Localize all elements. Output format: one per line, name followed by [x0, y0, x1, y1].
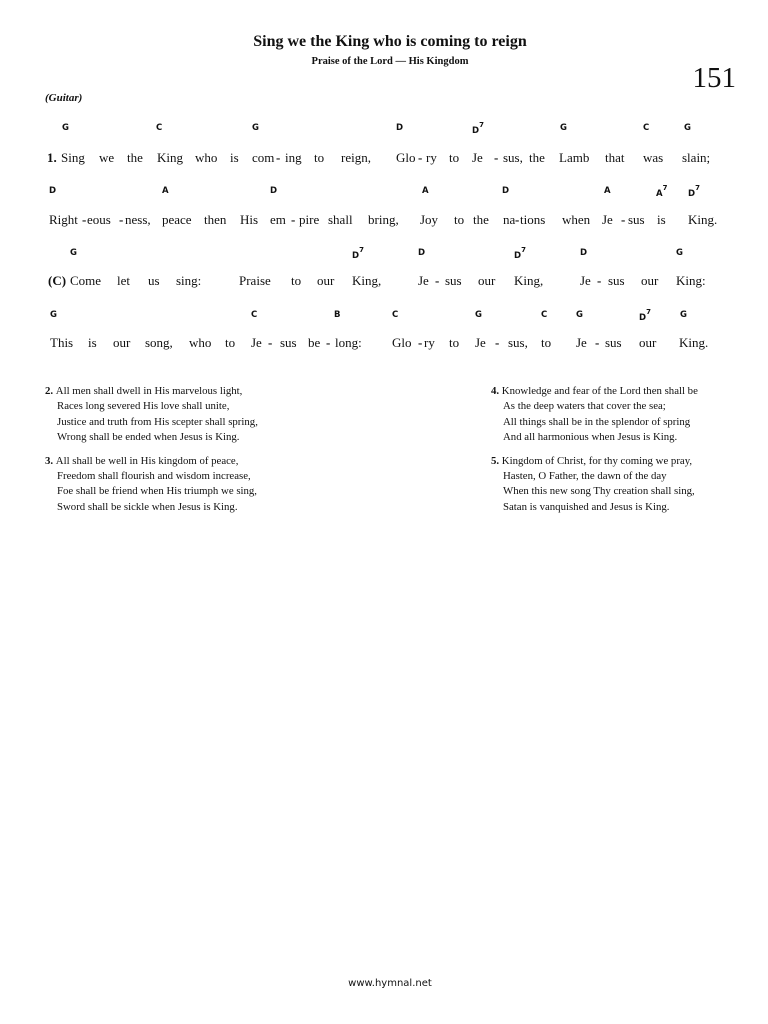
verse-line	[45, 469, 258, 484]
chord-symbol	[639, 310, 651, 323]
syllable-hyphen: -	[326, 335, 331, 350]
chord-symbol	[251, 310, 257, 320]
chord-symbol	[49, 186, 56, 196]
chord-extension: 7	[479, 121, 484, 129]
lyric-syllable: us	[148, 273, 160, 288]
lyric-syllable: Glo	[392, 335, 412, 350]
verse-text: All shall be well in His kingdom of peace,	[55, 454, 239, 467]
lyric-syllable: that	[605, 150, 625, 165]
chord-symbol	[502, 186, 509, 196]
verse-line	[45, 430, 258, 445]
verse-line	[491, 500, 698, 515]
syllable-hyphen: -	[268, 335, 273, 350]
chord-root: G	[475, 310, 482, 320]
verse-number: 5.	[491, 454, 502, 467]
chord-root: C	[156, 123, 163, 133]
chord-root: D	[418, 248, 426, 258]
lyric-syllable: King.	[679, 335, 709, 350]
lyric-syllable: is	[657, 212, 666, 227]
chord-symbol	[422, 186, 429, 196]
verse-text: As the deep waters that cover the sea;	[503, 400, 666, 413]
lyric-syllable: com	[252, 150, 275, 165]
hymn-number: 151	[692, 62, 736, 94]
chord-symbol	[162, 186, 169, 196]
lyric-syllable: long:	[335, 335, 362, 350]
lyric-syllable: peace	[162, 212, 192, 227]
verse-line	[45, 415, 258, 430]
chord-symbol	[643, 123, 649, 133]
lyric-syllable: ing	[285, 150, 302, 165]
stanza-label: 1.	[47, 150, 57, 165]
lyric-syllable: Je	[418, 273, 429, 288]
chord-root: D	[270, 186, 278, 196]
syllable-hyphen: -	[597, 273, 602, 288]
lyric-syllable: His	[240, 212, 259, 227]
chord-extension: 7	[359, 246, 364, 254]
verse-text: Foe shall be friend when His triumph we sing,	[57, 485, 258, 498]
chord-root: G	[560, 123, 567, 133]
verse-line	[491, 399, 698, 414]
verse-number: 2.	[45, 385, 56, 397]
lyric-syllable: pire	[299, 212, 320, 227]
verse-stanza	[491, 384, 698, 446]
chord-root: C	[251, 310, 258, 320]
lyric-syllable: King.	[688, 212, 718, 227]
verse-text: And all harmonious when Jesus is King.	[503, 431, 678, 444]
syllable-hyphen: -	[435, 273, 440, 288]
lyric-syllable: Je	[472, 150, 483, 165]
lyric-syllable: when	[562, 212, 591, 227]
verse-line	[45, 399, 258, 414]
lyric-syllable: eous	[87, 212, 111, 227]
lyric-syllable: sus	[445, 273, 462, 288]
chord-symbol	[656, 186, 667, 199]
chord-symbol	[684, 123, 691, 133]
lyric-syllable: song,	[145, 335, 173, 350]
chord-symbol	[576, 310, 583, 320]
stanza-label: (C)	[48, 273, 67, 288]
lyric-syllable: Joy	[420, 212, 439, 227]
lyric-syllable: Je	[602, 212, 613, 227]
lyric-syllable: our	[317, 273, 335, 288]
chord-symbol	[676, 248, 683, 258]
chord-symbol	[514, 248, 526, 261]
verse-line	[45, 500, 258, 515]
chord-symbol	[62, 123, 69, 133]
lyric-syllable: Glo	[396, 150, 416, 165]
verse-line	[491, 469, 698, 484]
chord-root: G	[680, 310, 687, 320]
lyric-syllable: This	[50, 335, 74, 350]
syllable-hyphen: -	[418, 335, 423, 350]
chord-root: D	[502, 186, 510, 196]
song-title: Sing we the King who is coming to reign	[253, 33, 527, 50]
lyric-syllable: our	[641, 273, 659, 288]
lyric-syllable: Je	[251, 335, 262, 350]
chord-root: D	[352, 250, 360, 261]
lyric-syllable: sus	[280, 335, 297, 350]
chord-symbol	[156, 123, 162, 133]
lyric-syllable: Je	[576, 335, 587, 350]
lyric-syllable: to	[449, 150, 460, 165]
lyric-syllable: our	[113, 335, 131, 350]
chord-symbol	[580, 248, 587, 258]
chord-root: D	[580, 248, 588, 258]
verse-line	[491, 430, 698, 445]
lyric-syllable: who	[189, 335, 212, 350]
chord-symbol	[604, 186, 611, 196]
lyric-syllable: sing:	[176, 273, 202, 288]
chord-root: C	[643, 123, 650, 133]
lyric-syllable: our	[639, 335, 657, 350]
lyric-syllable: em	[270, 212, 286, 227]
syllable-hyphen: -	[515, 212, 520, 227]
verse-text: Races long severed His love shall unite,	[57, 400, 230, 413]
chord-symbol	[396, 123, 403, 133]
syllable-hyphen: -	[291, 212, 296, 227]
verse-text: All men shall dwell in His marvelous light,	[55, 385, 243, 397]
verse-line	[491, 415, 698, 430]
lyric-syllable: tions	[520, 212, 546, 227]
chord-root: C	[392, 310, 399, 320]
syllable-hyphen: -	[82, 212, 87, 227]
lyric-syllable: the	[473, 212, 489, 227]
chord-root: G	[676, 248, 683, 258]
verse-line	[491, 484, 698, 499]
chord-symbol	[472, 123, 484, 136]
verse-stanza	[491, 454, 698, 516]
verse-number: 3.	[45, 454, 56, 467]
chord-root: G	[70, 248, 77, 258]
syllable-hyphen: -	[494, 150, 499, 165]
lyric-syllable: to	[291, 273, 302, 288]
syllable-hyphen: -	[119, 212, 124, 227]
lyric-syllable: to	[225, 335, 236, 350]
verse-line	[45, 454, 258, 469]
chord-root: D	[49, 186, 57, 196]
chord-root: D	[514, 250, 522, 261]
syllable-hyphen: -	[418, 150, 423, 165]
lyric-syllable: ry	[424, 335, 435, 350]
lyric-syllable: sus,	[503, 150, 523, 165]
site-footer[interactable]: www.hymnal.net	[348, 978, 432, 989]
verse-block-left	[45, 384, 258, 515]
chord-symbol	[688, 186, 700, 199]
lyric-syllable: bring,	[368, 212, 399, 227]
chord-root: G	[62, 123, 69, 133]
chord-extension: 7	[646, 308, 651, 316]
lyric-syllable: be	[308, 335, 321, 350]
lyric-syllable: Je	[580, 273, 591, 288]
lyric-syllable: Praise	[239, 273, 271, 288]
verse-text: Wrong shall be ended when Jesus is King.	[57, 431, 240, 444]
syllable-hyphen: -	[495, 335, 500, 350]
lyric-syllable: our	[478, 273, 496, 288]
chord-root: B	[334, 310, 341, 320]
chord-root: A	[422, 186, 429, 196]
verse-text: Satan is vanquished and Jesus is King.	[503, 500, 670, 513]
chord-root: D	[639, 312, 647, 323]
lyric-syllable: sus,	[508, 335, 528, 350]
lyric-syllable: to	[541, 335, 552, 350]
chord-root: A	[656, 188, 663, 199]
lyric-syllable: King,	[514, 273, 544, 288]
lyric-syllable: sus	[628, 212, 645, 227]
chord-root: D	[472, 125, 480, 136]
lyric-syllable: ness,	[125, 212, 151, 227]
chord-symbol	[252, 123, 259, 133]
chord-symbol	[270, 186, 277, 196]
verse-stanza	[45, 454, 258, 516]
chord-extension: 7	[695, 184, 700, 192]
chord-root: D	[396, 123, 404, 133]
lyric-syllable: is	[88, 335, 97, 350]
verse-text: Knowledge and fear of the Lord then shall be	[501, 385, 698, 397]
lyric-syllable: is	[230, 150, 239, 165]
lyric-syllable: the	[127, 150, 143, 165]
chord-root: G	[576, 310, 583, 320]
chord-symbol	[475, 310, 482, 320]
verse-text: All things shall be in the splendor of spring	[503, 415, 691, 428]
verse-line	[45, 384, 258, 399]
syllable-hyphen: -	[595, 335, 600, 350]
instrument-label: (Guitar)	[45, 92, 83, 104]
syllable-hyphen: -	[276, 150, 281, 165]
lyric-syllable: Lamb	[559, 150, 590, 165]
lyric-syllable: King	[157, 150, 183, 165]
chord-root: G	[684, 123, 691, 133]
lyric-syllable: reign,	[341, 150, 371, 165]
chord-symbol	[680, 310, 687, 320]
chord-symbol	[352, 248, 364, 261]
chord-extension: 7	[521, 246, 526, 254]
chord-symbol	[541, 310, 547, 320]
lyric-syllable: Right	[49, 212, 78, 227]
chord-symbol	[560, 123, 567, 133]
lyric-syllable: Je	[475, 335, 486, 350]
verse-block-right	[491, 384, 698, 515]
chord-extension: 7	[662, 184, 668, 192]
chord-symbol	[334, 310, 340, 320]
verse-text: Kingdom of Christ, for thy coming we pray,	[501, 454, 693, 467]
verse-number: 4.	[491, 385, 502, 397]
verse-text: Sword shall be sickle when Jesus is King.	[57, 500, 238, 513]
chord-root: G	[252, 123, 259, 133]
lyric-syllable: then	[204, 212, 227, 227]
lyric-syllable: who	[195, 150, 218, 165]
lyric-syllable: to	[454, 212, 465, 227]
syllable-hyphen: -	[621, 212, 626, 227]
lyric-syllable: let	[117, 273, 130, 288]
lyric-syllable: we	[99, 150, 115, 165]
lyric-syllable: shall	[328, 212, 353, 227]
chord-root: G	[50, 310, 57, 320]
chord-root: D	[688, 188, 696, 199]
lyric-syllable: to	[314, 150, 325, 165]
lyric-syllable: King,	[352, 273, 382, 288]
lyric-syllable: the	[529, 150, 545, 165]
chord-symbol	[50, 310, 57, 320]
chord-root: C	[541, 310, 548, 320]
lyric-syllable: Come	[70, 273, 102, 288]
chord-symbol	[418, 248, 425, 258]
verse-text: Freedom shall flourish and wisdom increase,	[57, 470, 251, 483]
verse-text: Justice and truth from His scepter shall spring,	[57, 415, 258, 428]
verse-line	[491, 454, 698, 469]
verse-line	[45, 484, 258, 499]
lyric-syllable: King:	[676, 273, 706, 288]
lyric-syllable: na	[503, 212, 516, 227]
verse-stanza	[45, 384, 258, 446]
lyric-syllable: slain;	[682, 150, 711, 165]
chord-symbol	[70, 248, 77, 258]
chord-root: A	[162, 186, 169, 196]
chord-symbol	[392, 310, 398, 320]
verse-text: Hasten, O Father, the dawn of the day	[503, 470, 667, 483]
chord-root: A	[604, 186, 611, 196]
lyric-syllable: ry	[426, 150, 437, 165]
lyric-syllable: Sing	[61, 150, 85, 165]
lyric-syllable: was	[643, 150, 664, 165]
song-subtitle: Praise of the Lord — His Kingdom	[311, 56, 469, 67]
lyric-syllable: sus	[605, 335, 622, 350]
lyric-syllable: to	[449, 335, 460, 350]
verse-line	[491, 384, 698, 399]
verse-text: When this new song Thy creation shall sing,	[503, 485, 695, 498]
lyric-syllable: sus	[608, 273, 625, 288]
